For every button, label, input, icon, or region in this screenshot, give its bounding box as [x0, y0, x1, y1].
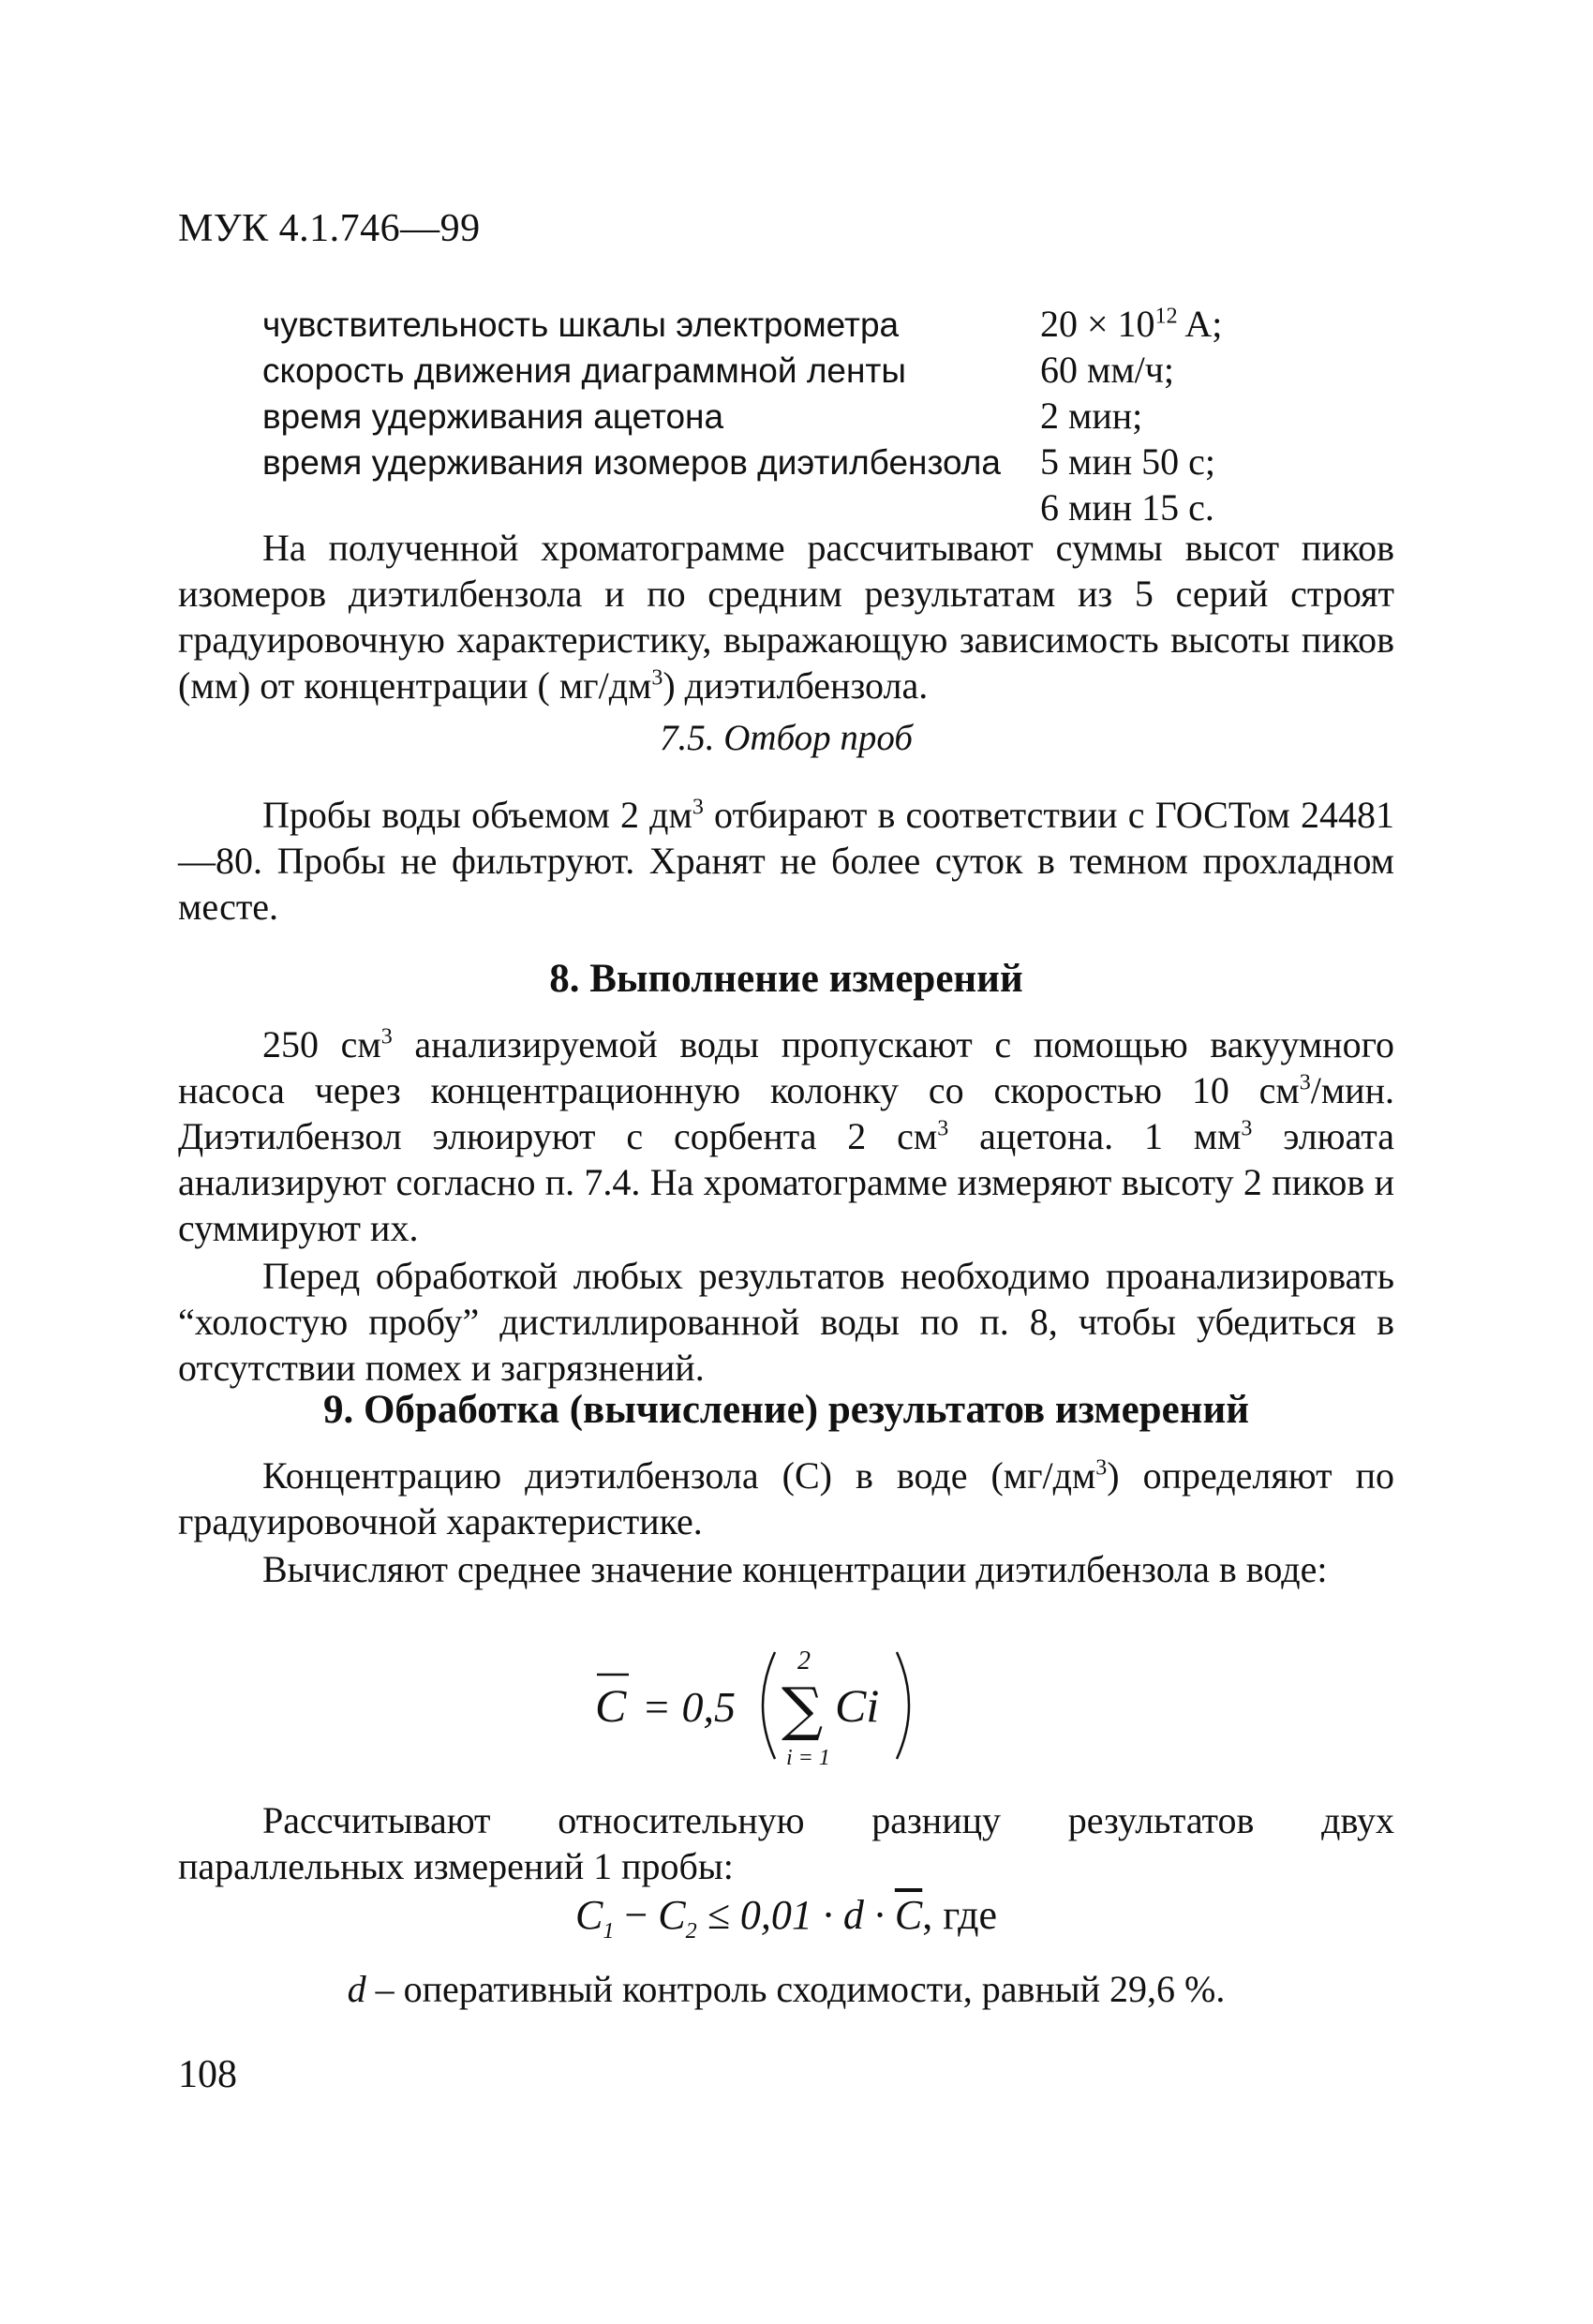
paragraph-text: Концентрацию диэтилбензола (C) в воде (мг/дм: [262, 1454, 1096, 1497]
right-paren: [897, 1652, 909, 1759]
section-7-5-title: 7.5. Отбор проб: [659, 718, 914, 758]
formula-subscript-1: 1: [603, 1917, 615, 1944]
summand: Ci: [835, 1679, 880, 1732]
left-paren: [763, 1652, 775, 1759]
blank-sample-paragraph: Перед обработкой любых результатов необходимо проанализировать “холостую пробу” дистиллированной воды по п. 8, чтобы убедиться в отсутствии помех и загрязнений.: [178, 1255, 1394, 1389]
sum-symbol: ∑: [782, 1675, 824, 1743]
superscript: 3: [651, 665, 663, 691]
param-row: [262, 348, 1406, 394]
superscript: 3: [937, 1116, 949, 1141]
section-8-title: 8. Выполнение измерений: [549, 957, 1023, 1001]
paragraph-text: ) диэтилбензола.: [663, 664, 929, 707]
average-formula: [178, 1635, 1394, 1776]
formula-rest: ≤ 0,01 · d ·: [696, 1892, 895, 1938]
sum-upper-limit: 2: [797, 1646, 811, 1676]
param-value: [1040, 302, 1406, 347]
param-row: [262, 394, 1406, 439]
difference-paragraph: Рассчитывают относительную разницу результатов двух параллельных измерений 1 пробы:: [178, 1799, 1394, 1887]
d-symbol: d: [347, 1968, 366, 2010]
paragraph-text: элюата анализируют согласно п. 7.4. На хроматограмме измеряют высоту 2 пиков и суммируют их.: [178, 1115, 1394, 1249]
measurement-paragraph: [178, 1021, 1394, 1251]
param-name: время удерживания изомеров диэтилбензола: [262, 443, 1001, 482]
difference-formula: [178, 1891, 1394, 1944]
paragraph-text: ) определяют по градуировочной характеристике.: [178, 1454, 1394, 1542]
superscript: 3: [1299, 1070, 1311, 1095]
section-8-block: [178, 1021, 1394, 1391]
average-paragraph: Вычисляют среднее значение концентрации диэтилбензола в воде:: [262, 1548, 1328, 1590]
concentration-paragraph: [178, 1452, 1394, 1544]
difference-paragraph-block: [178, 1797, 1394, 1889]
paragraph-text: /мин. Диэтилбензол элюируют с сорбента 2 см: [178, 1069, 1394, 1157]
d-definition-block: [178, 1966, 1394, 2012]
paragraph-text: ацетона. 1 мм: [948, 1115, 1242, 1157]
sum-lower-limit: i = 1: [786, 1746, 830, 1770]
superscript: 3: [380, 1024, 393, 1050]
param-value: 6 мин 15 с.: [1040, 486, 1214, 529]
param-value: 5 мин 50 с;: [1040, 440, 1215, 483]
param-name: чувствительность шкалы электрометра: [262, 305, 900, 344]
page-number: 108: [178, 2053, 237, 2096]
superscript: 3: [1095, 1455, 1108, 1481]
average-formula-graphic: [589, 1635, 983, 1776]
param-value: 2 мин;: [1040, 395, 1143, 437]
param-row: [262, 302, 1406, 348]
param-row: [262, 485, 1406, 530]
paragraph-text: 250 см: [262, 1023, 381, 1065]
formula-lhs: C: [595, 1679, 627, 1732]
formula-equals: = 0,5: [642, 1683, 737, 1731]
param-value-unit: A;: [1177, 303, 1223, 345]
formula-minus: −: [614, 1892, 659, 1938]
paragraph-text: отбирают в соответствии с ГОСТом 24481—80. Пробы не фильтруют. Хранят не более суток в темном прохладном месте.: [178, 794, 1394, 928]
formula-subscript-2: 2: [685, 1917, 697, 1944]
sampling-paragraph: [178, 792, 1394, 930]
d-definition: – оперативный контроль сходимости, равный 29,6 %.: [365, 1968, 1226, 2010]
superscript: 3: [692, 795, 704, 820]
param-value: 60 мм/ч;: [1040, 349, 1174, 391]
param-value-main: 20 × 10: [1040, 303, 1155, 345]
chromatogram-paragraph-block: [178, 525, 1394, 708]
document-code: МУК 4.1.746—99: [178, 207, 481, 250]
parameters-list: [262, 302, 1406, 530]
formula-c2: C: [658, 1892, 686, 1938]
formula-c1: C: [574, 1892, 603, 1938]
chromatogram-paragraph: [178, 525, 1394, 708]
formula-where: , где: [922, 1892, 998, 1938]
section-9-title: 9. Обработка (вычисление) результатов измерений: [322, 1388, 1250, 1432]
paragraph-text: анализируемой воды пропускают с помощью вакуумного насоса через концентрационную колонку со скоростью 10 см: [178, 1023, 1394, 1111]
param-row: [262, 439, 1406, 485]
param-name: время удерживания ацетона: [262, 397, 724, 436]
paragraph-text: На полученной хроматограмме рассчитывают суммы высот пиков изомеров диэтилбензола и по средним результатам из 5 серий строят градуировочную характеристику, выражающую зависимость высоты пиков (мм) от концентрации ( мг/дм: [178, 527, 1394, 707]
paragraph-text: Пробы воды объемом 2 дм: [262, 794, 692, 836]
param-value-exponent: 12: [1154, 304, 1178, 329]
formula-cbar: $\overline{C}$: [894, 1892, 923, 1938]
superscript: 3: [1241, 1116, 1253, 1141]
param-name: скорость движения диаграммной ленты: [262, 351, 906, 390]
section-9-block: [178, 1452, 1394, 1592]
section-7-5-block: [178, 792, 1394, 930]
